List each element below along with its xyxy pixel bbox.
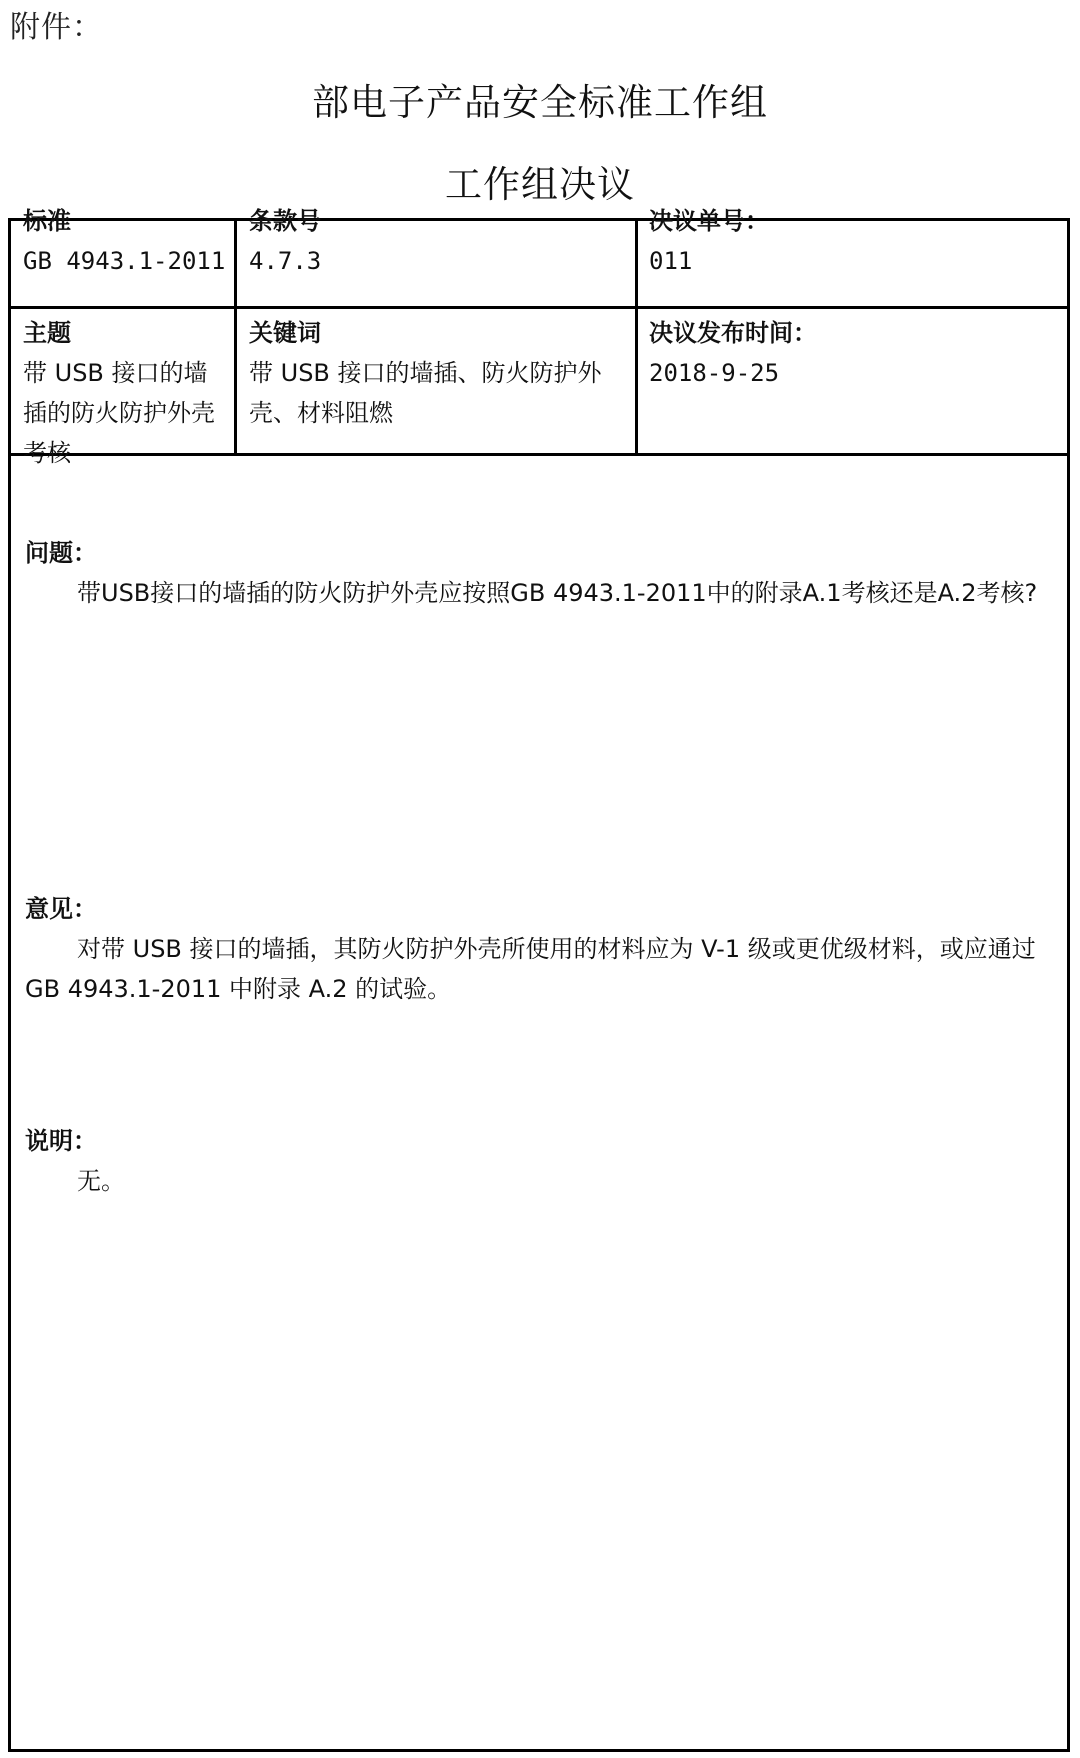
question-label: 问题：: [25, 539, 97, 567]
clause-cell: [249, 201, 629, 281]
decision-number-value: 011: [649, 247, 693, 275]
opinion-text: 对带 USB 接口的墙插，其防火防护外壳所使用的材料应为 V-1 级或更优级材料，或应通过 GB 4943.1-2011 中附录 A.2 的试验。: [25, 935, 1036, 1003]
release-date-label: 决议发布时间：: [649, 319, 817, 347]
keywords-label: 关键词: [249, 319, 321, 347]
keywords-cell: [249, 313, 629, 433]
standard-cell: [23, 201, 228, 281]
page-title: 部电子产品安全标准工作组: [312, 81, 768, 124]
page-subtitle: 工作组决议: [445, 163, 635, 206]
standard-label: 标准: [23, 207, 71, 235]
topic-value: 带 USB 接口的墙插的防火防护外壳考核: [23, 359, 215, 467]
row-divider-1: [11, 306, 1067, 309]
decision-number-label: 决议单号：: [649, 207, 769, 235]
opinion-section: [25, 889, 1055, 1009]
decision-form: [8, 207, 1070, 1752]
question-text: 带USB接口的墙插的防火防护外壳应按照GB 4943.1-2011中的附录A.1考核还是A.2考核?: [77, 579, 1038, 607]
keywords-value: 带 USB 接口的墙插、防火防护外壳、材料阻燃: [249, 359, 602, 427]
note-label: 说明：: [25, 1127, 97, 1155]
col-divider-1: [234, 221, 237, 456]
topic-label: 主题: [23, 319, 71, 347]
clause-value: 4.7.3: [249, 247, 322, 275]
topic-cell: [23, 313, 228, 473]
clause-label: 条款号: [249, 207, 321, 235]
standard-value: GB 4943.1-2011: [23, 247, 226, 275]
question-section: [25, 533, 1055, 613]
release-date-value: 2018-9-25: [649, 359, 780, 387]
attachment-label: 附件：: [10, 10, 103, 45]
col-divider-2: [635, 221, 638, 456]
note-section: [25, 1121, 1055, 1201]
decision-number-cell: [649, 201, 1059, 281]
release-date-cell: [649, 313, 1059, 393]
opinion-label: 意见：: [25, 895, 97, 923]
note-text: 无。: [77, 1167, 125, 1195]
